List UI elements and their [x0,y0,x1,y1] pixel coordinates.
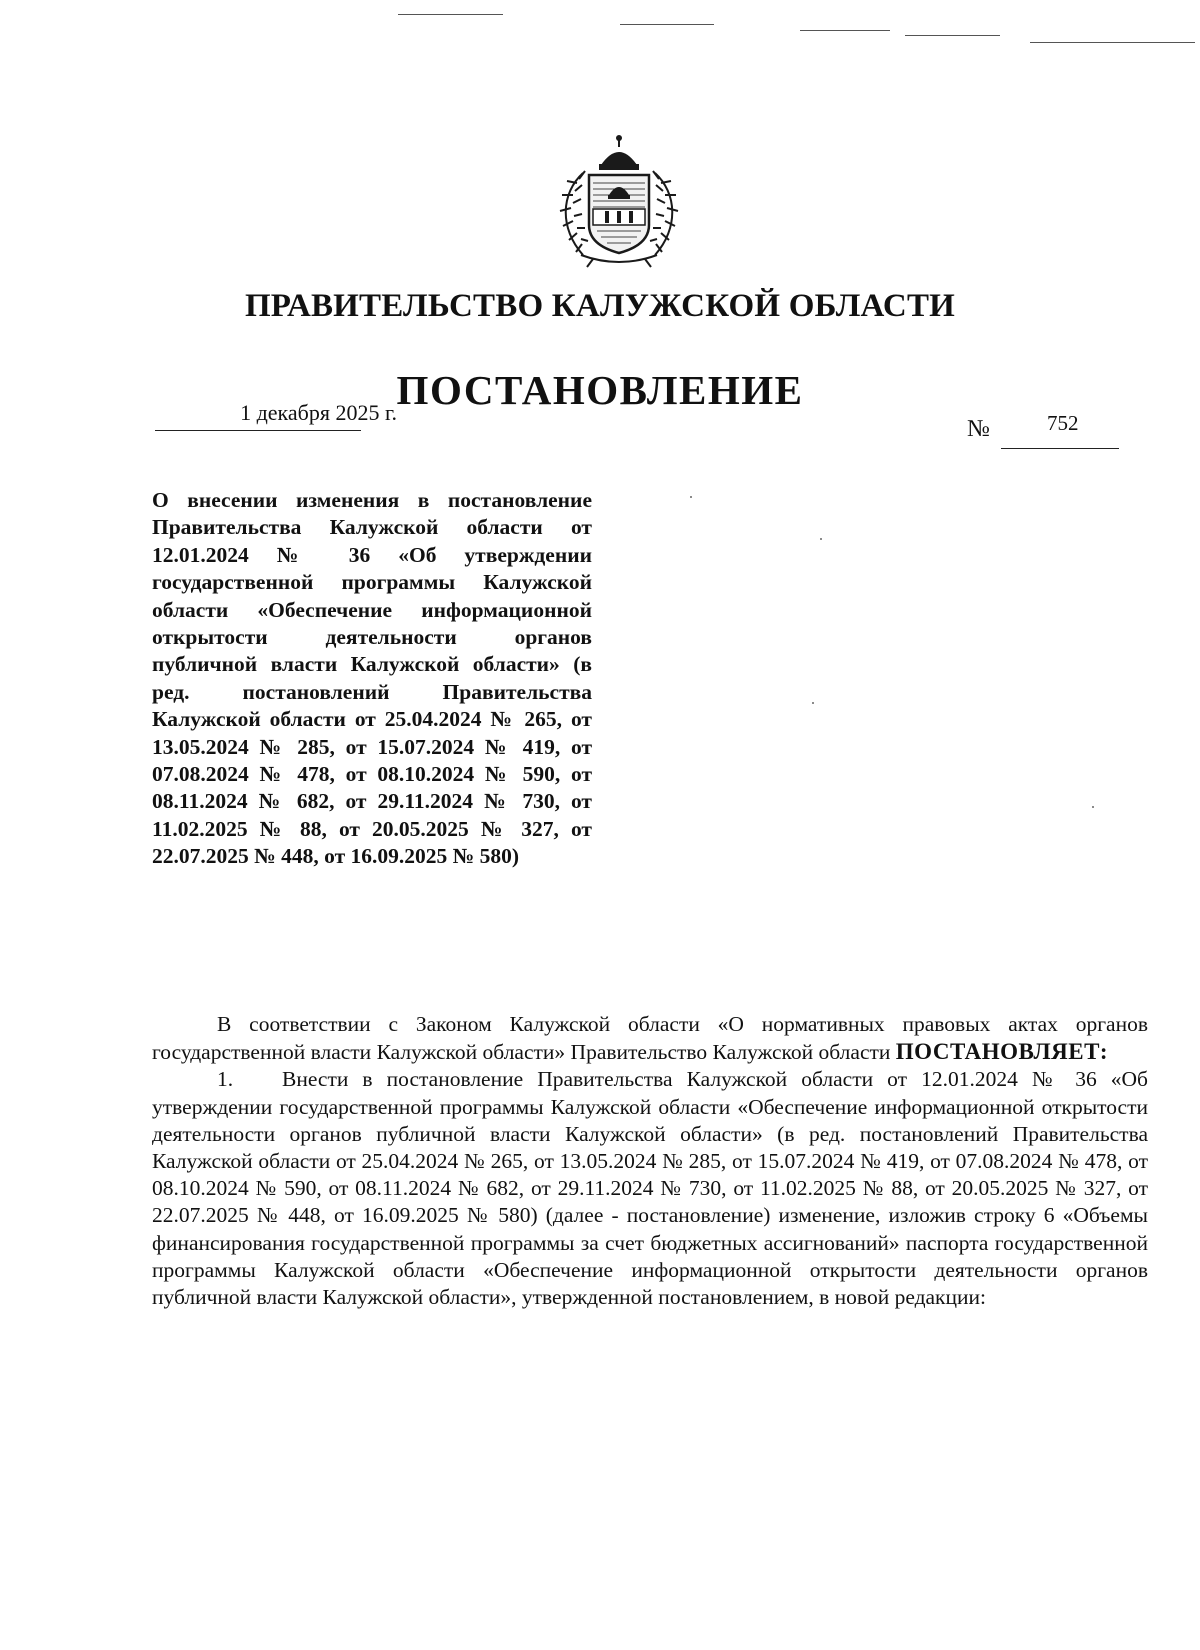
number-sign: № [967,416,990,442]
organization-title: ПРАВИТЕЛЬСТВО КАЛУЖСКОЙ ОБЛАСТИ [244,288,956,324]
date-text: 1 декабря 2025 г. [240,400,397,425]
scan-speck [1092,806,1094,808]
document-type-heading: ПОСТАНОВЛЕНИЕ [396,367,804,413]
document-date [155,400,401,431]
scan-speck [812,702,814,704]
list-item [152,1066,1148,1311]
scan-artifact-line [905,35,1000,36]
intro-paragraph [152,1011,1148,1066]
scan-artifact-line [620,24,714,25]
document-body [152,1011,1148,1311]
item-text: Внести в постановление Правительства Калужской области от 12.01.2024 № 36 «Об утверждении государственной программы Калужской области «Обеспечение информационной открытости деятельности органов публичной власти Калужской области» (в ред. постановлений Правительства Калужской области от 25.04.2024 № 265, от 13.05.2024 № 285, от 15.07.2024 № 419, от 07.08.2024 № 478, от 08.10.2024 № 590, от 08.11.2024 № 682, от 29.11.2024 № 730, от 11.02.2025 № 88, от 20.05.2025 № 327, от 22.07.2025 № 448, от 16.09.2025 № 580) (далее - постановление) изменение, изложив строку 6 «Объемы финансирования государственной программы за счет бюджетных ассигнований» паспорта государственной программы Калужской области «Обеспечение информационной открытости деятельности органов публичной власти Калужской области», утвержденной постановлением, в новой редакции: [152,1067,1148,1310]
scan-artifact-line [1030,42,1195,43]
item-number: 1. [217,1067,234,1092]
number-value: 752 [1047,411,1079,435]
intro-text: В соответствии с Законом Калужской области «О нормативных правовых актах органов государственной власти Калужской области» Правительство Калужской области [152,1012,1148,1065]
document-subject: О внесении изменения в постановление Правительства Калужской области от 12.01.2024 № 36 «Об утверждении государственной программы Калужской области «Обеспечение информационной открытости деятельности органов публичной власти Калужской области» (в ред. постановлений Правительства Калужской области от 25.04.2024 № 265, от 13.05.2024 № 285, от 15.07.2024 № 419, от 07.08.2024 № 478, от 08.10.2024 № 590, от 08.11.2024 № 682, от 29.11.2024 № 730, от 11.02.2025 № 88, от 20.05.2025 № 327, от 22.07.2025 № 448, от 16.09.2025 № 580) [152,488,592,869]
decree-word: ПОСТАНОВЛЯЕТ: [895,1039,1109,1065]
number-underline [1001,448,1119,449]
scan-speck [690,496,692,498]
scan-artifact-line [398,14,503,15]
scan-artifact-line [800,30,890,31]
date-underline [155,430,361,431]
scan-speck [820,538,822,540]
kaluga-oblast-coat-of-arms-icon [553,133,685,268]
